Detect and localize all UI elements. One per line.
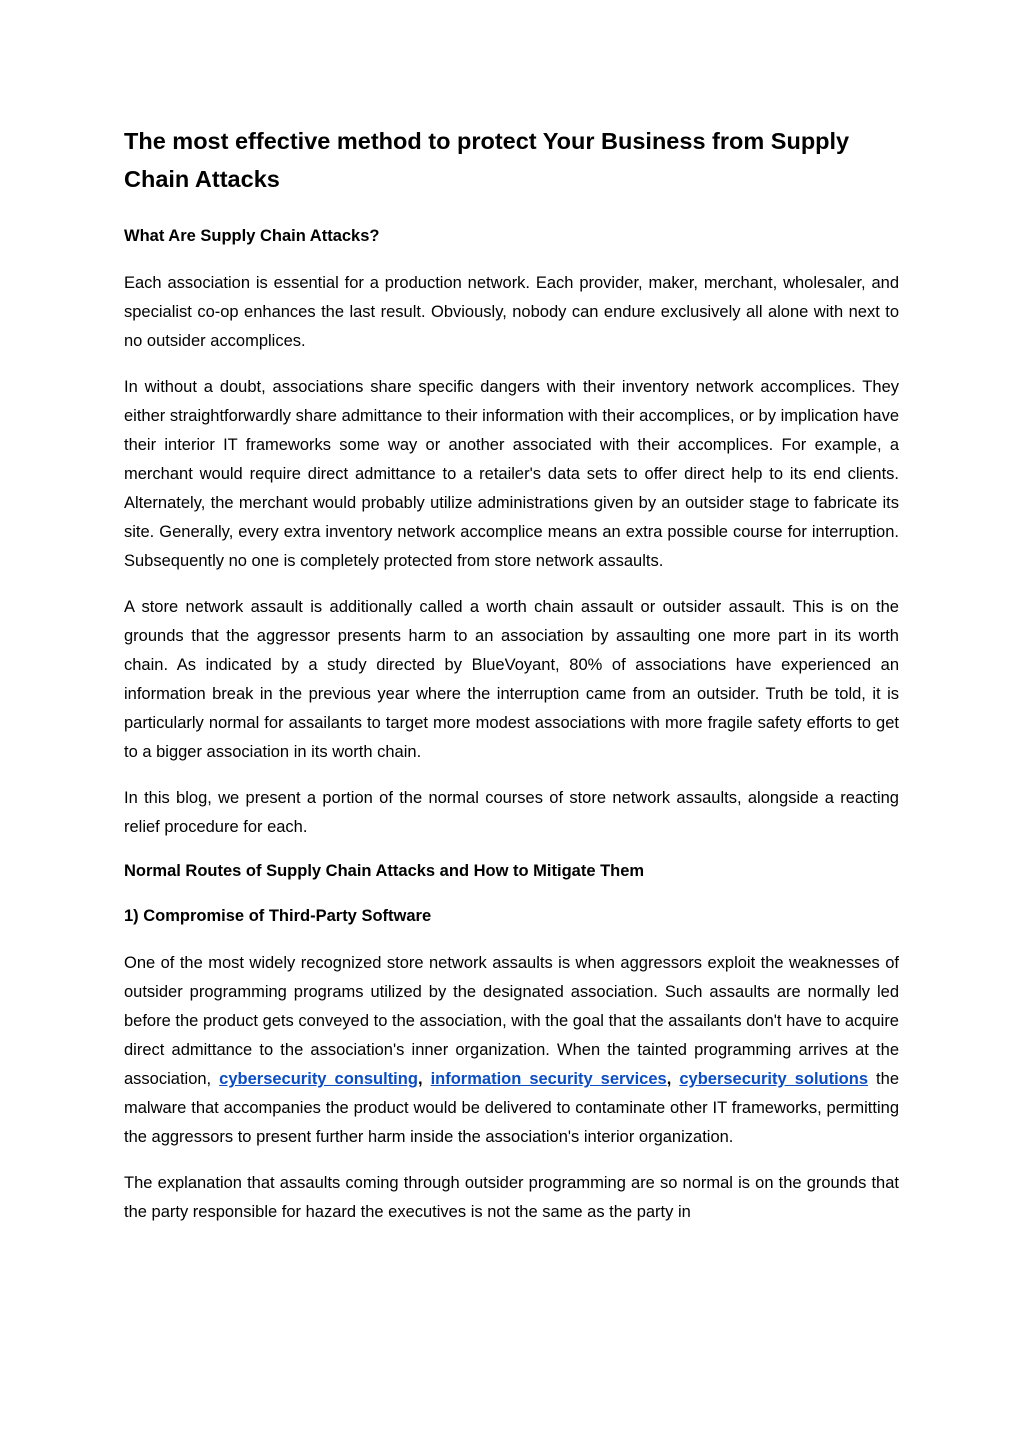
document-page (124, 122, 899, 1244)
link-separator: , (666, 1070, 672, 1088)
paragraph-4: In this blog, we present a portion of the normal courses of store network assaults, alongside a reacting relief procedure for each. (124, 789, 899, 836)
paragraph-1: Each association is essential for a production network. Each provider, maker, merchant, wholesaler, and specialist co-op enhances the last result. Obviously, nobody can endure exclusively all alone with next to no outsider accomplices. (124, 274, 899, 350)
paragraph-5 (124, 949, 899, 1152)
document-title: The most effective method to protect Your Business from Supply Chain Attacks (124, 128, 850, 192)
link-cybersecurity-solutions[interactable]: cybersecurity solutions (679, 1070, 869, 1088)
paragraph-2: In without a doubt, associations share specific dangers with their inventory network accomplices. They either straightforwardly share admittance to their information with their accomplices, or by implication have their interior IT frameworks some way or another associated with their accomplices. For example, a merchant would require direct admittance to a retailer's data sets to offer direct help to its end clients. Alternately, the merchant would probably utilize administrations given by an outsider stage to fabricate its site. Generally, every extra inventory network accomplice means an extra possible course for interruption. Subsequently no one is completely protected from store network assaults. (124, 378, 899, 570)
paragraph-5-text-after: the malware that accompanies the product would be delivered to contaminate other IT frameworks, permitting the aggressors to present further harm inside the association's interior organization. (124, 1070, 899, 1146)
paragraph-6: The explanation that assaults coming through outsider programming are so normal is on the grounds that the party responsible for hazard the executives is not the same as the party in (124, 1174, 899, 1221)
link-cybersecurity-consulting[interactable]: cybersecurity consulting (219, 1070, 418, 1088)
paragraph-5-text-before: One of the most widely recognized store network assaults is when aggressors exploit the weaknesses of outsider programming programs utilized by the designated association. Such assaults are normally led before the product gets conveyed to the association, with the goal that the assailants don't have to acquire direct admittance to the association's inner organization. When the tainted programming arrives at the association, (124, 954, 899, 1088)
link-separator: , (417, 1070, 423, 1088)
section-heading-normal-routes: Normal Routes of Supply Chain Attacks and How to Mitigate Them (124, 862, 645, 880)
section-heading-third-party-software: 1) Compromise of Third-Party Software (124, 907, 432, 925)
link-information-security-services[interactable]: information security services (430, 1070, 667, 1088)
paragraph-3: A store network assault is additionally called a worth chain assault or outsider assault. This is on the grounds that the aggressor presents harm to an association by assaulting one more part in its worth chain. As indicated by a study directed by BlueVoyant, 80% of associations have experienced an information break in the previous year where the interruption came from an outsider. Truth be told, it is particularly normal for assailants to target more modest associations with more fragile safety efforts to get to a bigger association in its worth chain. (124, 598, 899, 761)
section-heading-supply-chain-attacks: What Are Supply Chain Attacks? (124, 227, 380, 245)
